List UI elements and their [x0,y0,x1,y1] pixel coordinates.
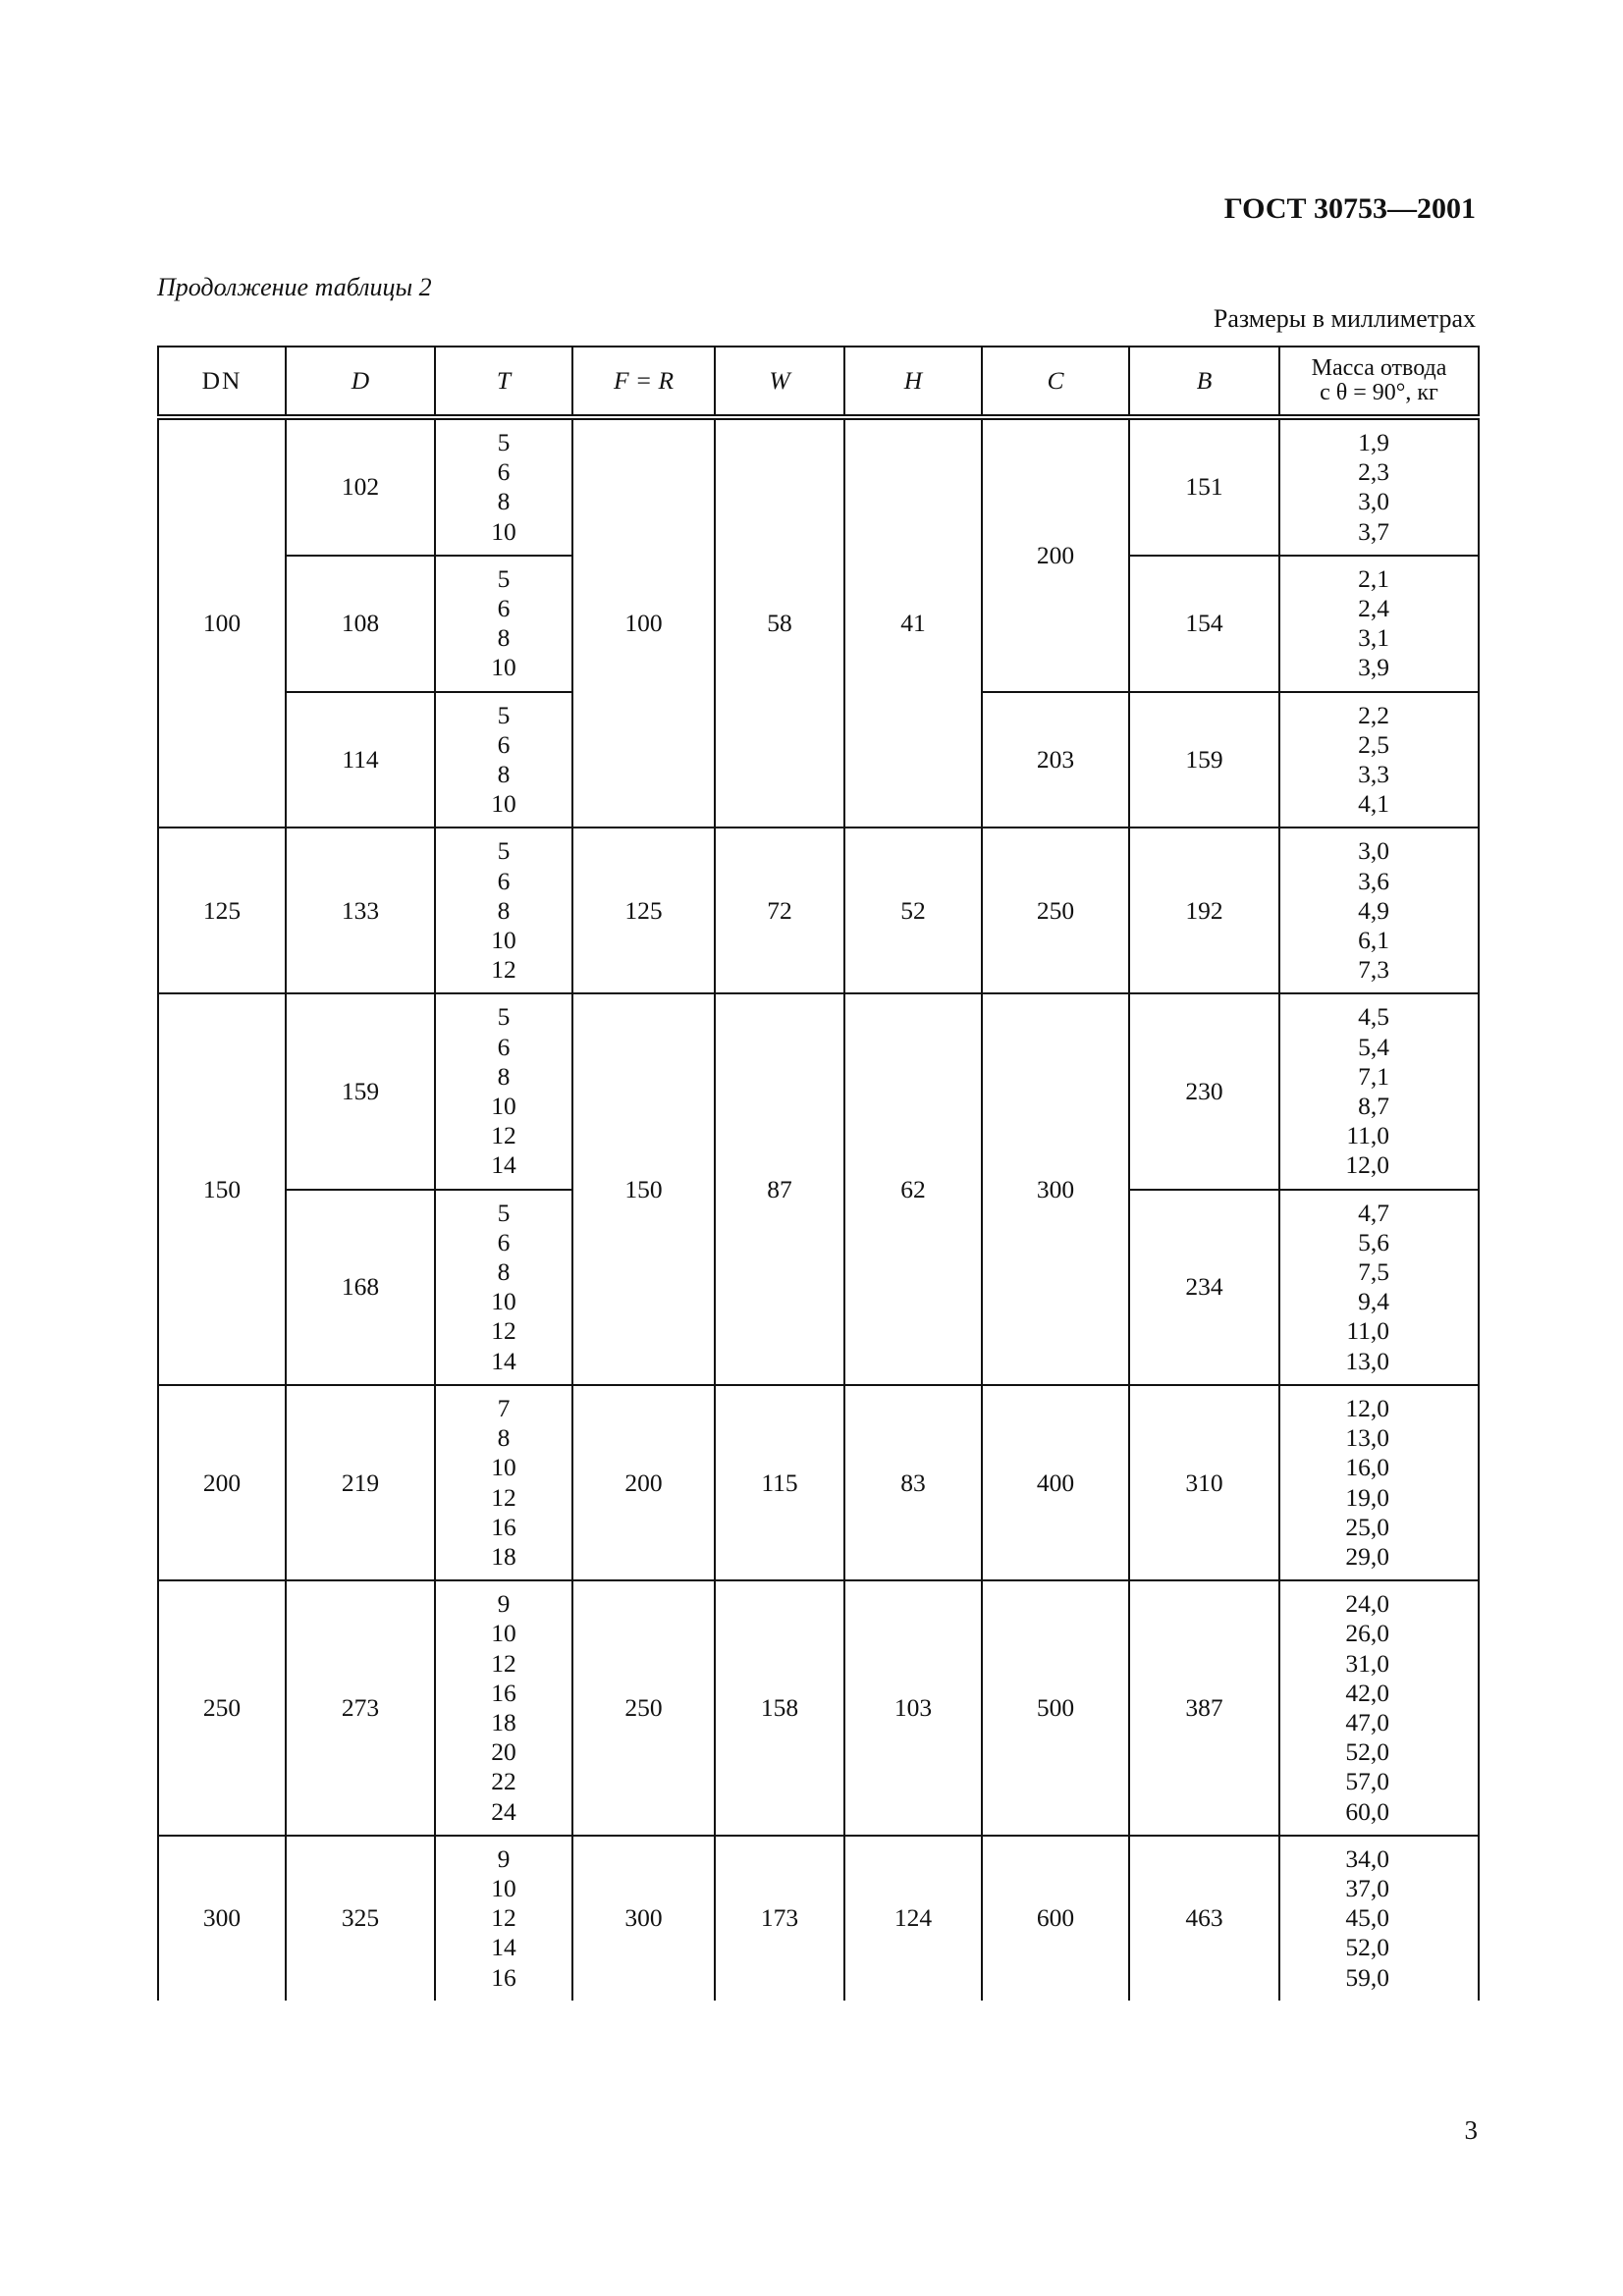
cell-t-value: 6 [497,866,511,895]
cell-t-value: 10 [491,1287,516,1316]
cell-mass-value: 24,0 [1345,1589,1389,1619]
header-b: B [1129,347,1279,417]
cell-f-r: 200 [572,1385,715,1580]
cell-d: 108 [286,556,435,692]
cell-mass-value: 13,0 [1345,1423,1389,1453]
cell-mass-value: 7,3 [1358,955,1389,985]
cell-mass-value: 37,0 [1345,1873,1389,1902]
cell-mass [1279,993,1479,1189]
cell-f-r: 100 [572,417,715,828]
cell-mass-value: 29,0 [1345,1541,1389,1571]
cell-t-value: 10 [491,1453,516,1482]
cell-b: 159 [1129,692,1279,828]
cell-t [435,1385,572,1580]
cell-t-value: 12 [491,1648,516,1678]
cell-mass-value: 2,4 [1358,594,1389,623]
cell-f-r: 300 [572,1836,715,2001]
cell-mass [1279,417,1479,556]
cell-mass-value: 16,0 [1345,1453,1389,1482]
cell-w: 72 [715,828,844,993]
cell-t-value: 7 [497,1393,511,1422]
cell-t-value: 9 [497,1843,511,1873]
cell-c: 300 [982,993,1129,1384]
cell-t-value: 5 [497,836,511,866]
cell-dn: 300 [158,1836,286,2001]
cell-b: 310 [1129,1385,1279,1580]
cell-mass-value: 3,0 [1358,836,1389,866]
cell-h: 124 [844,1836,982,2001]
cell-d: 273 [286,1580,435,1836]
cell-d: 133 [286,828,435,993]
header-w: W [715,347,844,417]
cell-t-value: 8 [497,623,511,653]
header-mass [1279,347,1479,417]
cell-t-value: 10 [491,516,516,546]
cell-w: 158 [715,1580,844,1836]
table-row [158,1836,1479,2001]
cell-h: 52 [844,828,982,993]
cell-t-value: 6 [497,594,511,623]
cell-d: 219 [286,1385,435,1580]
cell-t-value: 6 [497,457,511,487]
cell-d: 102 [286,417,435,556]
cell-t-value: 5 [497,428,511,456]
table-row [158,993,1479,1189]
cell-mass-value: 4,1 [1358,789,1389,819]
units-note: Размеры в миллиметрах [1213,304,1476,333]
header-d: D [286,347,435,417]
cell-mass-value: 57,0 [1345,1767,1389,1796]
cell-mass-value: 3,1 [1358,623,1389,653]
cell-t [435,828,572,993]
cell-h: 83 [844,1385,982,1580]
cell-mass-value: 2,3 [1358,457,1389,487]
cell-t-value: 10 [491,789,516,819]
header-f-r: F = R [572,347,715,417]
cell-t-value: 10 [491,926,516,955]
cell-mass [1279,1580,1479,1836]
cell-h: 62 [844,993,982,1384]
cell-mass-value: 42,0 [1345,1678,1389,1707]
cell-t-value: 14 [491,1150,516,1180]
cell-t-value: 20 [491,1737,516,1767]
cell-mass [1279,556,1479,692]
cell-mass-value: 11,0 [1346,1316,1389,1346]
cell-mass-value: 59,0 [1345,1962,1389,1992]
cell-b: 192 [1129,828,1279,993]
cell-h: 103 [844,1580,982,1836]
cell-mass-value: 3,9 [1358,653,1389,682]
cell-b: 387 [1129,1580,1279,1836]
header-mass-line2: с θ = 90°, кг [1320,380,1438,405]
table-body [158,417,1479,2001]
cell-t-value: 24 [491,1796,516,1826]
table-row [158,1580,1479,1836]
cell-mass-value: 25,0 [1345,1512,1389,1541]
cell-d: 168 [286,1190,435,1385]
cell-mass-value: 3,3 [1358,760,1389,789]
cell-mass-value: 52,0 [1345,1737,1389,1767]
cell-t [435,692,572,828]
standard-title: ГОСТ 30753—2001 [1223,192,1476,225]
cell-mass-value: 52,0 [1345,1933,1389,1962]
cell-mass-value: 8,7 [1358,1092,1389,1121]
cell-t-value: 12 [491,1482,516,1512]
table-row [158,828,1479,993]
cell-mass [1279,1836,1479,2001]
cell-t-value: 10 [491,1619,516,1648]
cell-t-value: 12 [491,1316,516,1346]
cell-t-value: 6 [497,1227,511,1256]
cell-t [435,417,572,556]
table-caption: Продолжение таблицы 2 [157,273,432,301]
cell-mass-value: 4,9 [1358,895,1389,925]
cell-mass-value: 2,1 [1358,563,1389,593]
cell-d: 114 [286,692,435,828]
cell-mass-value: 3,0 [1358,487,1389,516]
cell-t-value: 5 [497,700,511,729]
cell-w: 115 [715,1385,844,1580]
cell-dn: 125 [158,828,286,993]
cell-t [435,1836,572,2001]
cell-t [435,1190,572,1385]
cell-t-value: 8 [497,1257,511,1287]
cell-mass-value: 26,0 [1345,1619,1389,1648]
cell-t-value: 8 [497,1061,511,1091]
cell-mass-value: 13,0 [1345,1346,1389,1375]
cell-mass-value: 34,0 [1345,1843,1389,1873]
cell-mass-value: 7,1 [1358,1061,1389,1091]
cell-mass-value: 1,9 [1358,428,1389,456]
cell-c: 400 [982,1385,1129,1580]
cell-t-value: 16 [491,1962,516,1992]
cell-t-value: 10 [491,1873,516,1902]
cell-t-value: 16 [491,1678,516,1707]
header-t: T [435,347,572,417]
cell-mass-value: 31,0 [1345,1648,1389,1678]
cell-t-value: 6 [497,729,511,759]
cell-t-value: 9 [497,1589,511,1619]
cell-b: 230 [1129,993,1279,1189]
cell-t-value: 10 [491,1092,516,1121]
cell-b: 151 [1129,417,1279,556]
header-row [158,347,1479,417]
cell-f-r: 250 [572,1580,715,1836]
cell-t-value: 8 [497,1423,511,1453]
cell-t-value: 5 [497,1198,511,1227]
cell-t [435,1580,572,1836]
cell-c: 500 [982,1580,1129,1836]
header-c: C [982,347,1129,417]
cell-w: 173 [715,1836,844,2001]
dimensions-table [157,346,1480,2001]
cell-dn: 250 [158,1580,286,1836]
cell-t-value: 18 [491,1541,516,1571]
cell-c: 203 [982,692,1129,828]
cell-mass-value: 9,4 [1358,1287,1389,1316]
cell-c: 250 [982,828,1129,993]
cell-t-value: 22 [491,1767,516,1796]
cell-t [435,993,572,1189]
table-row [158,1385,1479,1580]
cell-mass-value: 12,0 [1345,1150,1389,1180]
cell-t-value: 10 [491,653,516,682]
cell-f-r: 125 [572,828,715,993]
cell-mass [1279,828,1479,993]
header-mass-line1: Масса отвода [1311,354,1447,381]
cell-t-value: 6 [497,1032,511,1061]
cell-t [435,556,572,692]
cell-mass [1279,1385,1479,1580]
cell-t-value: 14 [491,1933,516,1962]
cell-d: 325 [286,1836,435,2001]
cell-h: 41 [844,417,982,828]
cell-b: 154 [1129,556,1279,692]
cell-mass-value: 2,2 [1358,700,1389,729]
cell-b: 463 [1129,1836,1279,2001]
header-dn: DN [158,347,286,417]
table-row [158,417,1479,556]
cell-c: 200 [982,417,1129,692]
cell-dn: 100 [158,417,286,828]
cell-c: 600 [982,1836,1129,2001]
cell-mass-value: 11,0 [1346,1121,1389,1150]
cell-mass-value: 12,0 [1345,1393,1389,1422]
cell-t-value: 12 [491,1121,516,1150]
cell-mass-value: 3,6 [1358,866,1389,895]
cell-f-r: 150 [572,993,715,1384]
cell-t-value: 16 [491,1512,516,1541]
cell-mass-value: 19,0 [1345,1482,1389,1512]
cell-mass-value: 2,5 [1358,729,1389,759]
cell-mass-value: 5,4 [1358,1032,1389,1061]
cell-mass-value: 47,0 [1345,1707,1389,1736]
cell-w: 87 [715,993,844,1384]
cell-t-value: 5 [497,563,511,593]
cell-mass-value: 4,7 [1358,1198,1389,1227]
cell-t-value: 12 [491,1903,516,1933]
cell-mass-value: 3,7 [1358,516,1389,546]
cell-dn: 200 [158,1385,286,1580]
cell-d: 159 [286,993,435,1189]
cell-t-value: 8 [497,760,511,789]
cell-mass-value: 5,6 [1358,1227,1389,1256]
cell-t-value: 18 [491,1707,516,1736]
cell-mass-value: 4,5 [1358,1002,1389,1032]
header-h: H [844,347,982,417]
cell-mass-value: 7,5 [1358,1257,1389,1287]
cell-t-value: 5 [497,1002,511,1032]
cell-t-value: 14 [491,1346,516,1375]
page-number: 3 [1464,2115,1478,2145]
cell-b: 234 [1129,1190,1279,1385]
cell-mass-value: 60,0 [1345,1796,1389,1826]
cell-mass-value: 45,0 [1345,1903,1389,1933]
cell-mass [1279,692,1479,828]
cell-dn: 150 [158,993,286,1384]
cell-t-value: 12 [491,955,516,985]
cell-mass-value: 6,1 [1358,926,1389,955]
cell-t-value: 8 [497,487,511,516]
cell-mass [1279,1190,1479,1385]
cell-w: 58 [715,417,844,828]
cell-t-value: 8 [497,895,511,925]
